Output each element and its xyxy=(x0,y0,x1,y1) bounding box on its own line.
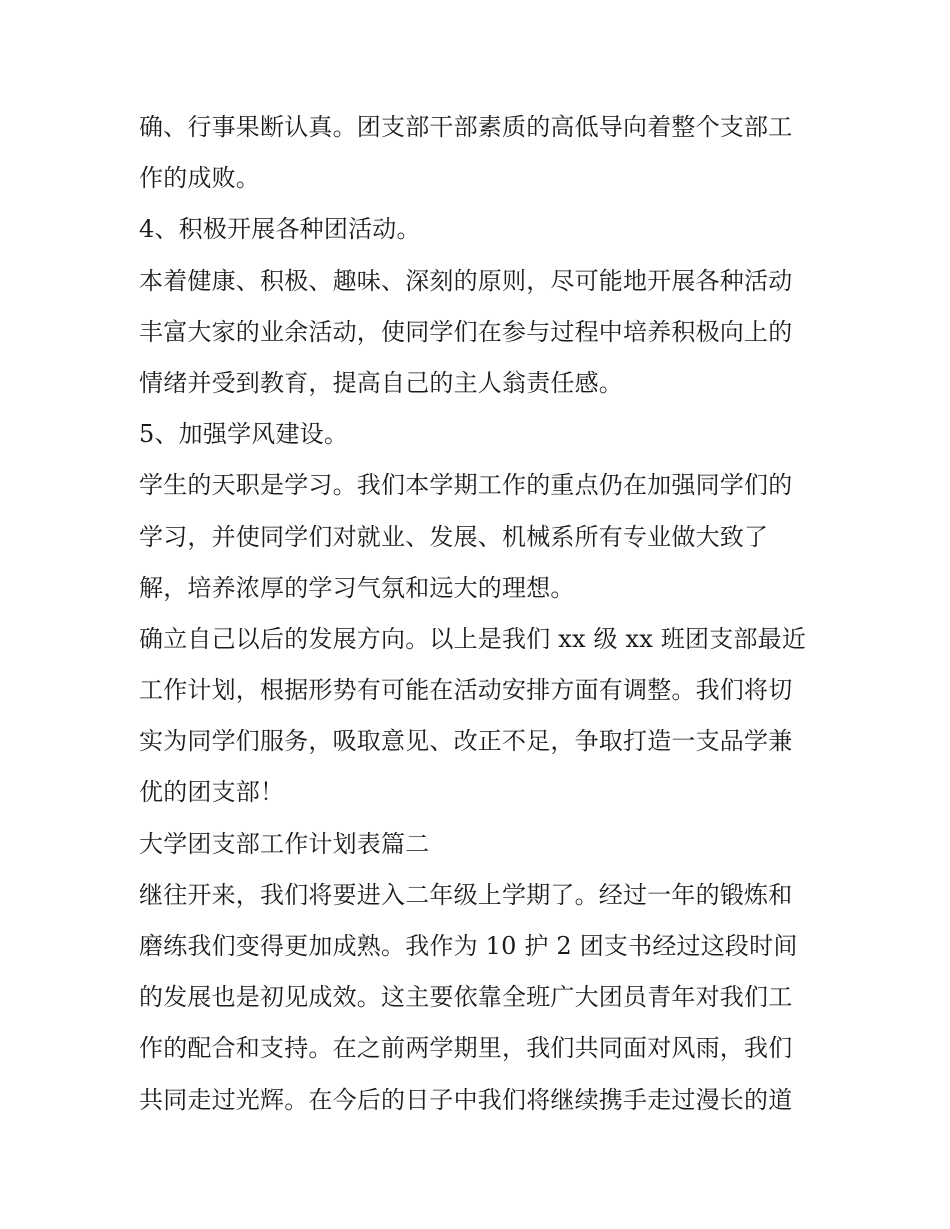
text-line: 共同走过光辉。在今后的日子中我们将继续携手走过漫长的道 xyxy=(139,1085,793,1114)
section-heading: 5、加强学风建设。 xyxy=(139,420,349,449)
text-line: 确、行事果断认真。团支部干部素质的高低导向着整个支部工 xyxy=(139,113,793,141)
text-line: 学习，并使同学们对就业、发展、机械系所有专业做大致了 xyxy=(139,522,769,551)
text-line: 实为同学们服务，吸取意见、改正不足，争取打造一支品学兼 xyxy=(139,727,793,756)
section-title: 大学团支部工作计划表篇二 xyxy=(139,829,430,858)
text-line: 优的团支部！ xyxy=(139,778,285,807)
document-body xyxy=(139,102,829,1126)
text-line: 学生的天职是学习。我们本学期工作的重点仍在加强同学们的 xyxy=(139,471,793,500)
text-line: 继往开来，我们将要进入二年级上学期了。经过一年的锻炼和 xyxy=(139,880,793,909)
text-line: 作的配合和支持。在之前两学期里，我们共同面对风雨，我们 xyxy=(139,1034,793,1063)
text-line: 丰富大家的业余活动，使同学们在参与过程中培养积极向上的 xyxy=(139,317,793,346)
text-line: 磨练我们变得更加成熟。我作为 10 护 2 团支书经过这段时间 xyxy=(139,932,798,960)
text-line: 确立自己以后的发展方向。以上是我们 xx 级 xx 班团支部最近 xyxy=(139,624,807,653)
section-heading: 4、积极开展各种团活动。 xyxy=(139,215,421,244)
text-line: 情绪并受到教育，提高自己的主人翁责任感。 xyxy=(139,368,623,397)
text-line: 作的成败。 xyxy=(139,164,260,193)
text-line: 解，培养浓厚的学习气氛和远大的理想。 xyxy=(139,573,575,602)
text-line: 工作计划，根据形势有可能在活动安排方面有调整。我们将切 xyxy=(139,676,793,705)
text-line: 本着健康、积极、趣味、深刻的原则，尽可能地开展各种活动 xyxy=(139,266,793,295)
text-line: 的发展也是初见成效。这主要依靠全班广大团员青年对我们工 xyxy=(139,983,793,1012)
